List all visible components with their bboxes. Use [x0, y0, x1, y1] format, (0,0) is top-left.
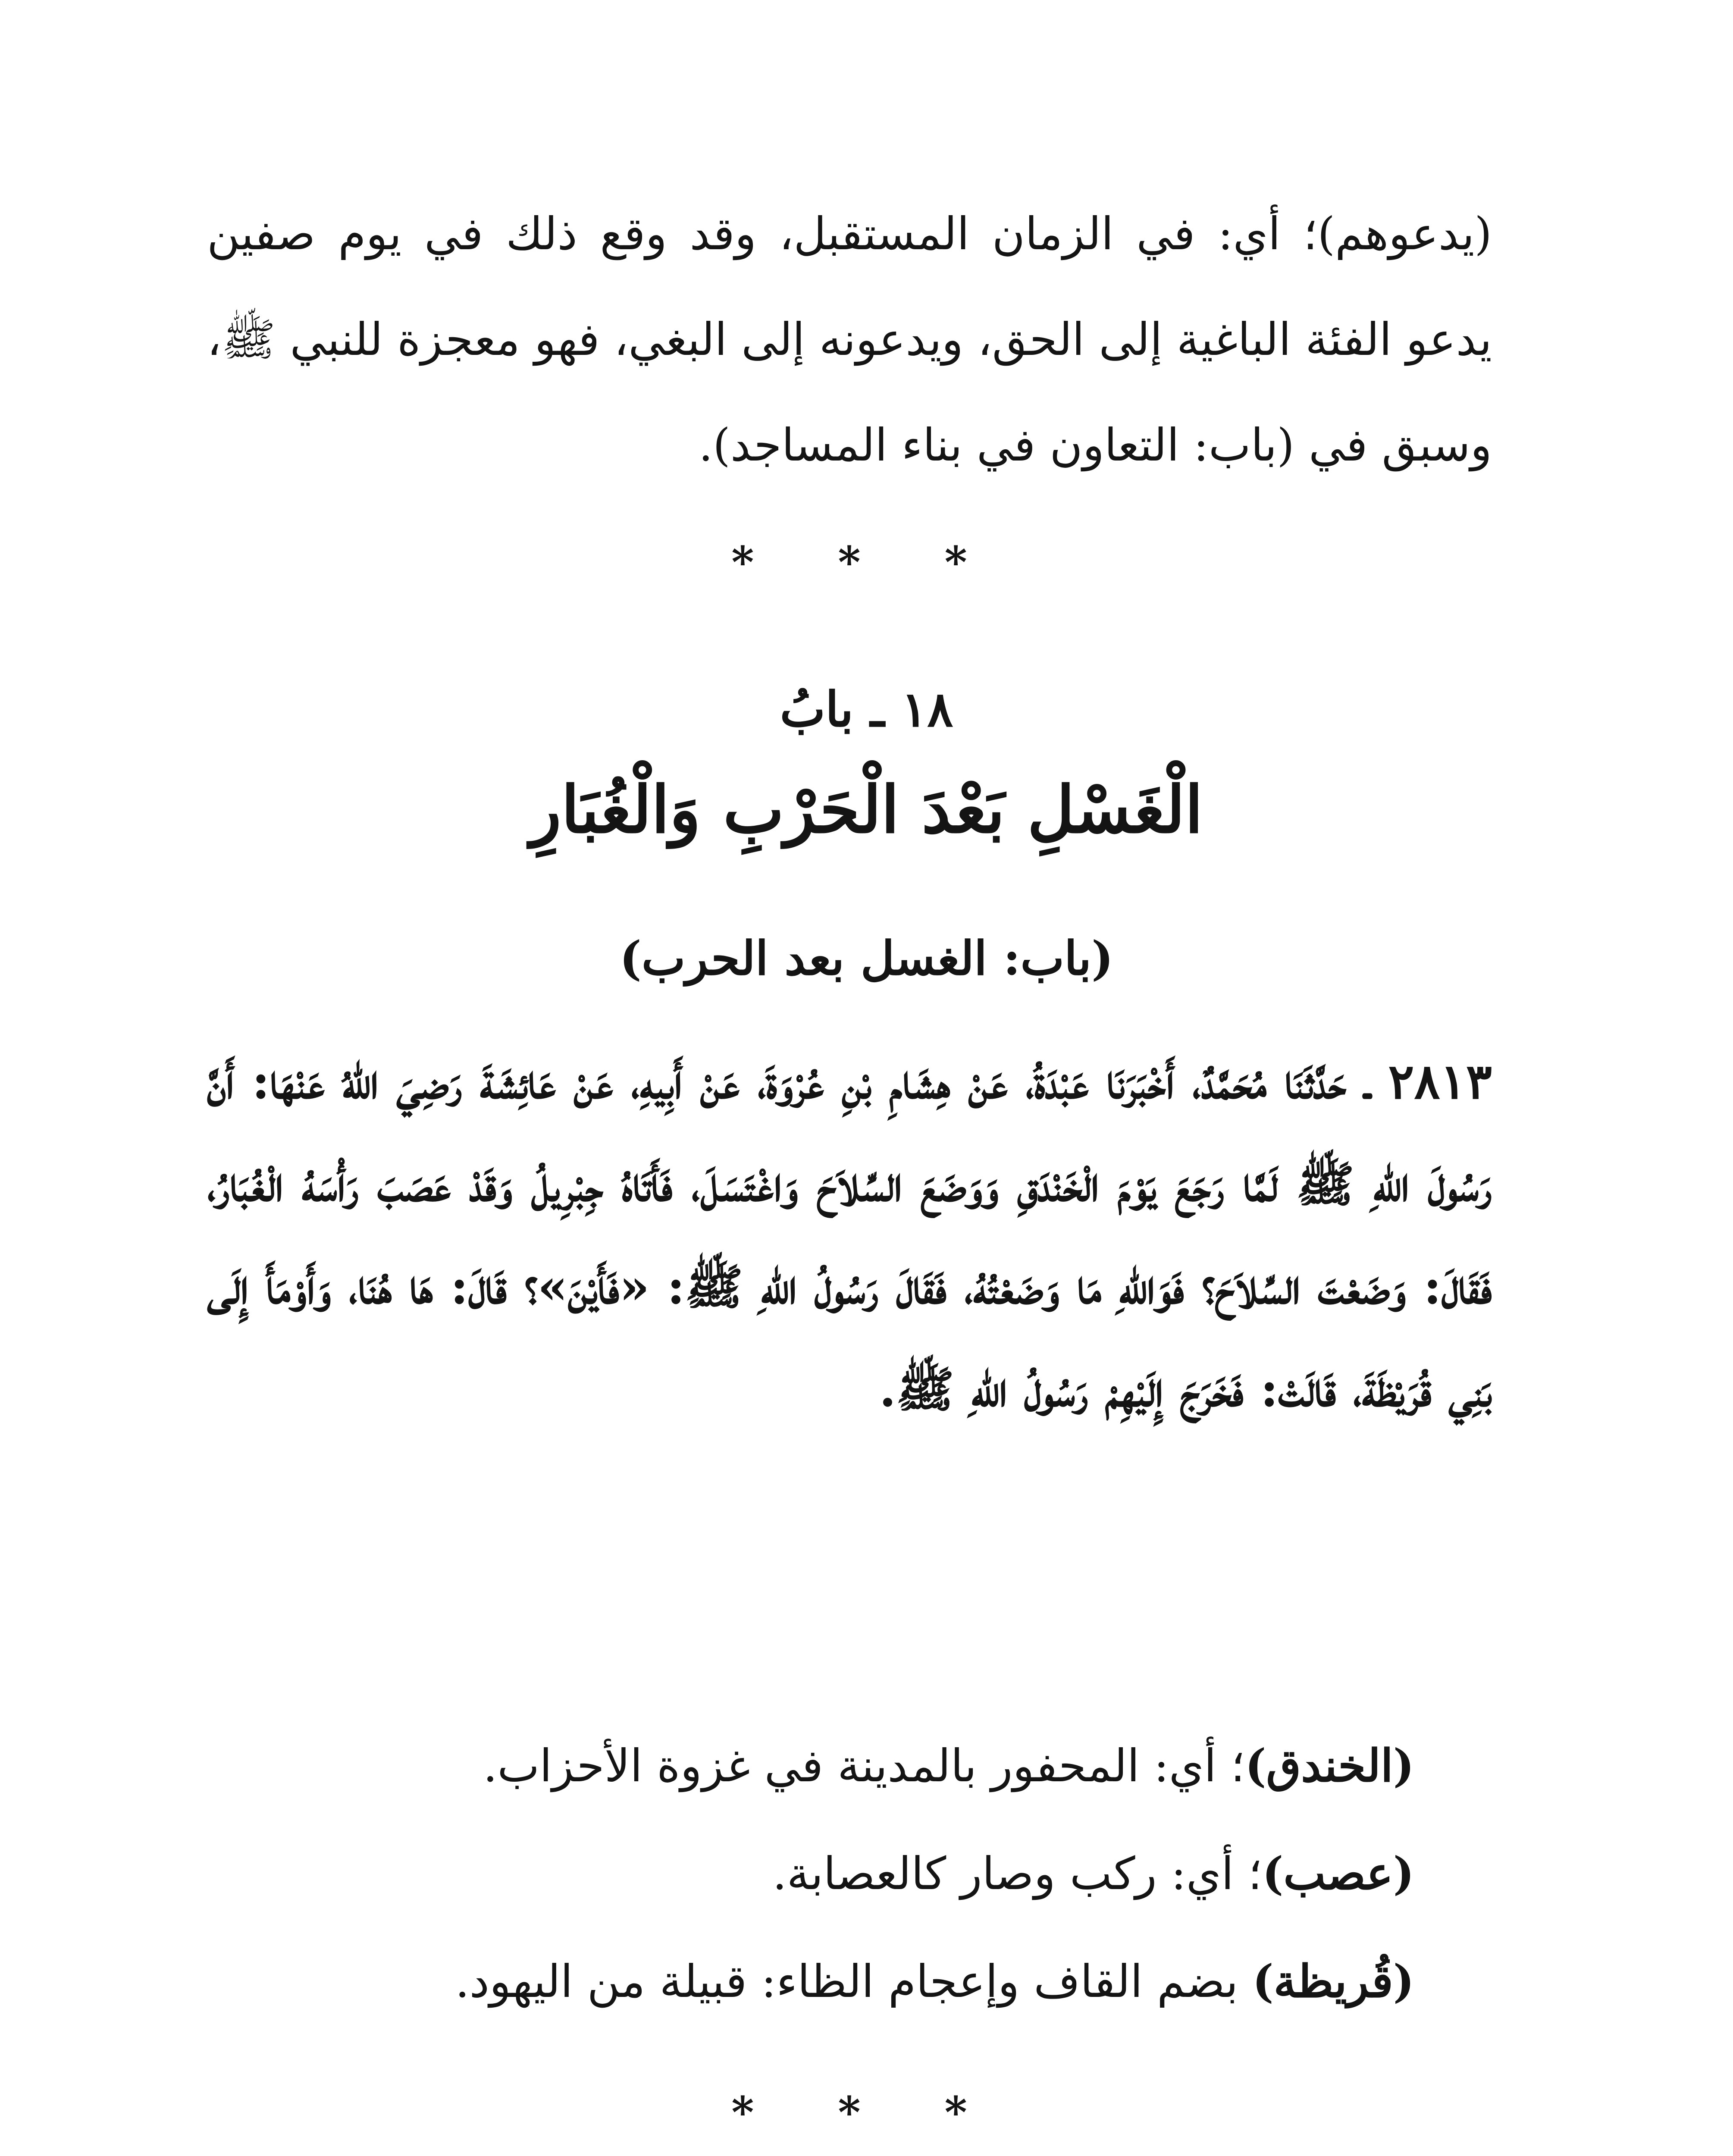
note-term: (عصب): [1262, 1847, 1414, 1900]
hadith-text: ٢٨١٣ ـ حَدَّثَنَا مُحَمَّدٌ، أَخْبَرَنَا عَبْدَةُ، عَنْ هِشَامِ بْنِ عُرْوَةَ، عَنْ أَبِيهِ، عَنْ عَائِشَةَ رَضِيَ اللهُ عَنْهَا: أَنَّ رَسُولَ اللهِ ﷺ لَمَّا رَجَعَ يَوْمَ الْخَنْدَقِ وَوَضَعَ السِّلاَحَ وَاغْتَسَلَ، فَأَتَاهُ جِبْرِيلُ وَقَدْ عَصَبَ رَأْسَهُ الْغُبَارُ، فَقَالَ: وَضَعْتَ السِّلاَحَ؟ فَوَاللهِ مَا وَضَعْتُهُ، فَقَالَ رَسُولُ اللهِ ﷺ: «فَأَيْنَ»؟ قَالَ: هَا هُنَا، وَأَوْمَأَ إِلَى بَنِي قُرَيْظَةَ، قَالَتْ: فَخَرَجَ إِلَيْهِمْ رَسُولُ اللهِ ﷺ.: [207, 1053, 1492, 1418]
note-item: [207, 1927, 1414, 2035]
chapter-number: ١٨ ـ بابُ: [780, 681, 953, 738]
chapter-title: الْغَسْلِ بَعْدَ الْحَرْبِ وَالْغُبَارِ: [530, 772, 1203, 848]
note-text: بضم القاف وإعجام الظاء: قبيلة من اليهود.: [455, 1955, 1253, 2008]
chapter-subtitle: (باب: الغسل بعد الحرب): [619, 931, 1114, 986]
note-text: ؛ أي: المحفور بالمدينة في غزوة الأحزاب.: [483, 1739, 1245, 1792]
commentary-paragraph: (يدعوهم)؛ أي: في الزمان المستقبل، وقد وقع ذلك في يوم صفين يدعو الفئة الباغية إلى الحق، ويدعونه إلى البغي، فهو معجزة للنبي ﷺ، وسبق في (باب: التعاون في بناء المساجد).: [207, 207, 1492, 471]
note-term: (قُريظة): [1252, 1955, 1414, 2008]
notes-list: [207, 1712, 1414, 2035]
note-item: [207, 1820, 1414, 1927]
section-separator: * * *: [731, 2087, 1002, 2138]
note-text: ؛ أي: ركب وصار كالعصابة.: [772, 1847, 1263, 1900]
section-separator: * * *: [731, 537, 1002, 588]
note-term: (الخندق): [1245, 1739, 1414, 1792]
note-item: [207, 1712, 1414, 1820]
